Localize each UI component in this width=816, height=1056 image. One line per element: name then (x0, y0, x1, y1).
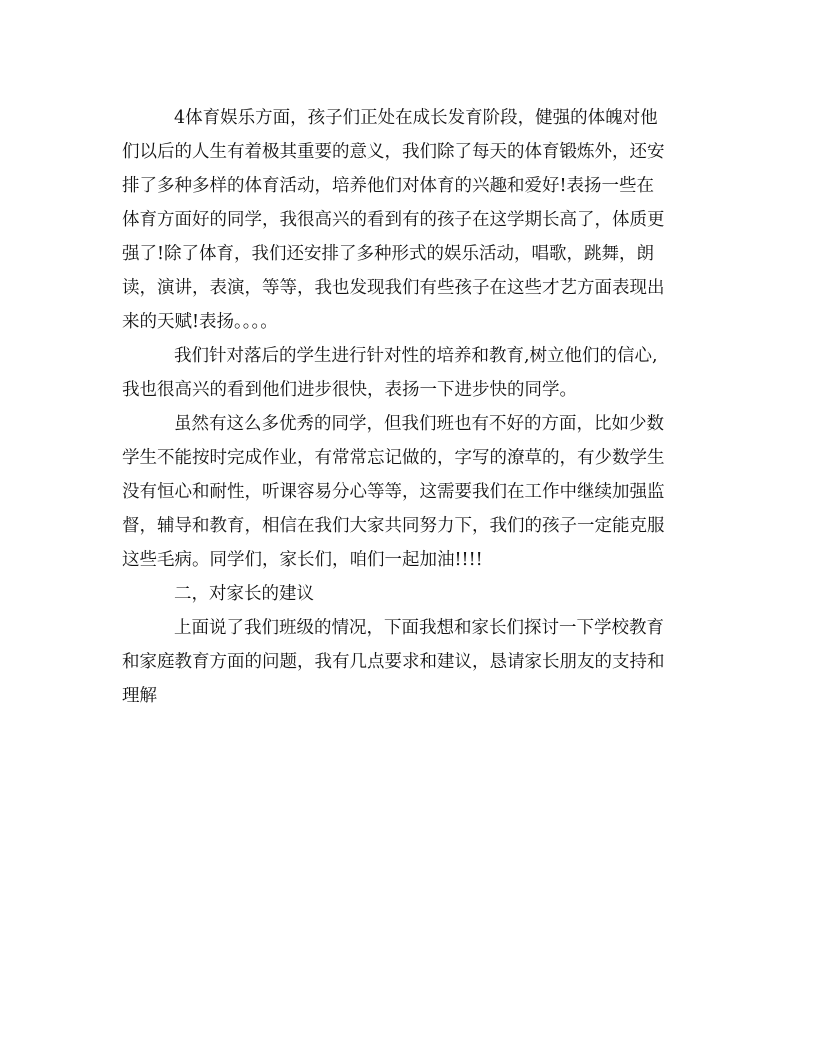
text-line: 虽然有这么多优秀的同学，但我们班也有不好的方面，比如少数 (174, 414, 664, 434)
text-line: 我们针对落后的学生进行针对性的培养和教育,树立他们的信心, (174, 346, 658, 366)
document-body (122, 101, 702, 713)
text-line: 这些毛病。同学们，家长们，咱们一起加油!!!! (122, 550, 483, 570)
text-line: 上面说了我们班级的情况，下面我想和家长们探讨一下学校教育 (174, 618, 664, 638)
text-line: 没有恒心和耐性，听课容易分心等等，这需要我们在工作中继续加强监 (122, 482, 665, 502)
text-line: 我也很高兴的看到他们进步很快，表扬一下进步快的同学。 (122, 380, 577, 400)
text-line: 来的天赋!表扬。。。。 (122, 312, 278, 332)
text-line: 4体育娱乐方面，孩子们正处在成长发育阶段，健强的体魄对他 (174, 108, 658, 128)
text-line: 学生不能按时完成作业，有常常忘记做的，字写的潦草的，有少数学生 (122, 448, 665, 468)
text-line: 体育方面好的同学，我很高兴的看到有的孩子在这学期长高了，体质更 (122, 210, 665, 230)
paragraph-shortcomings (122, 407, 702, 577)
section-heading: 二，对家长的建议 (174, 584, 314, 604)
text-line: 排了多种多样的体育活动，培养他们对体育的兴趣和爱好!表扬一些在 (122, 176, 655, 196)
text-line: 们以后的人生有着极其重要的意义，我们除了每天的体育锻炼外，还安 (122, 142, 665, 162)
paragraph-sports-entertainment (122, 101, 702, 339)
text-line: 理解 (122, 686, 157, 706)
section-heading-parent-suggestions (122, 577, 702, 611)
paragraph-school-family-education (122, 611, 702, 713)
paragraph-struggling-students (122, 339, 702, 407)
text-line: 督，辅导和教育，相信在我们大家共同努力下，我们的孩子一定能克服 (122, 516, 665, 536)
text-line: 强了!除了体育，我们还安排了多种形式的娱乐活动，唱歌，跳舞，朗 (122, 244, 655, 264)
text-line: 和家庭教育方面的问题，我有几点要求和建议，恳请家长朋友的支持和 (122, 652, 665, 672)
text-line: 读，演讲，表演，等等，我也发现我们有些孩子在这些才艺方面表现出 (122, 278, 665, 298)
